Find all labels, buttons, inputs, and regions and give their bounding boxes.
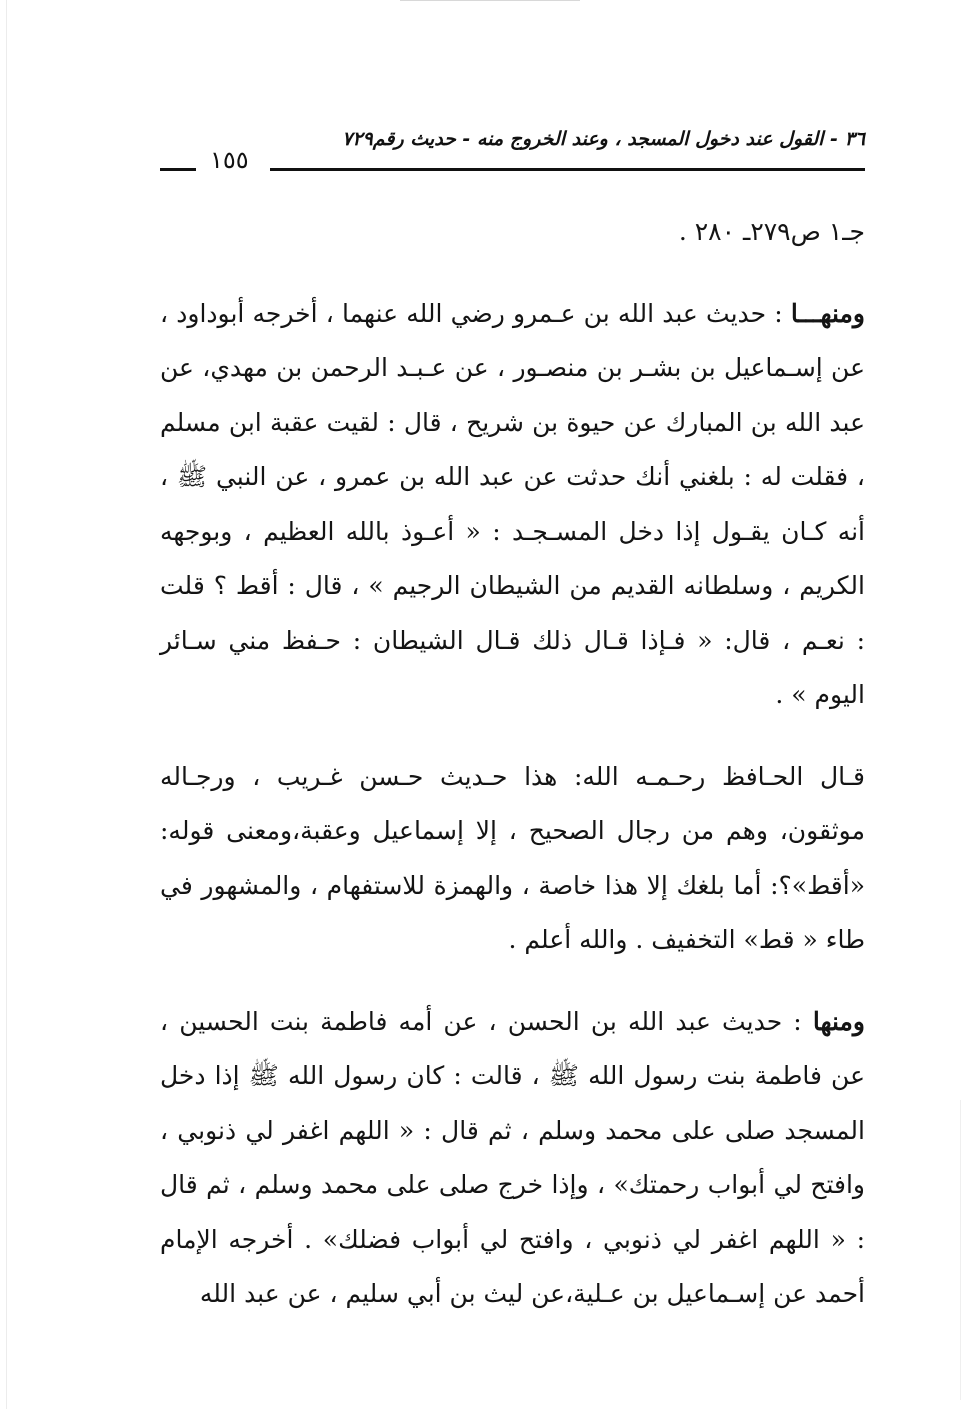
paragraph-hafiz-commentary (160, 750, 865, 968)
left-edge-line (6, 0, 7, 1409)
body-text (160, 205, 865, 1349)
paragraph-hadith-abdullah-bin-amr (160, 287, 865, 723)
right-edge-line (960, 1100, 961, 1400)
paragraph-text: : حديث عبد الله بن الحسن ، عن أمه فاطمة بنت الحسين ، عن فاطمة بنت رسول الله ﷺ ، قالت : كان رسول الله ﷺ إذا دخل المسجد صلى على محمد وسلم ، ثم قال : « اللهم اغفر لي ذنوبي ، وافتح لي أبواب رحمتك» ، وإذا خرج صلى على محمد وسلم ، ثم قال : « اللهم اغفر لي ذنوبي ، وافتح لي أبواب فضلك» . أخرجه الإمام أحمد عن إسـماعيل بن عـلية،عن ليث بن أبي سليم ، عن عبد الله (160, 1006, 865, 1308)
paragraph-reference (160, 205, 865, 260)
page-number-dash (160, 168, 196, 171)
header-rule (270, 168, 865, 171)
paragraph-text: جـ١ ص٢٧٩ـ ٢٨٠ . (678, 217, 865, 246)
paragraph-text: قـال الحـافظ رحـمـه الله: هذا حـديث حـسن غـريب ، ورجـاله موثقون، وهم من رجال الصحيح ، إلا إسماعيل وعقبة،ومعنى قوله: «أقط»؟: أما بلغك إلا هذا خاصة ، والهمزة للاستفهام ، والمشهور في طاء « قط» التخفيف . والله أعلم . (160, 761, 865, 954)
paragraph-hadith-fatima (160, 995, 865, 1322)
paragraph-lead: ومنهـــا (790, 298, 865, 328)
paragraph-lead: ومنها (812, 1006, 865, 1036)
chapter-title: ٣٦ - القول عند دخول المسجد ، وعند الخروج منه - حديث رقم٧٢٩ (342, 128, 865, 150)
page-number: ١٥٥ (210, 146, 249, 174)
top-edge-line (400, 0, 580, 1)
paragraph-text: : حديث عبد الله بن عـمرو رضي الله عنهما ، أخرجه أبوداود ، عن إسـماعيل بن بشـر بن منصـور ، عن عـبـد الرحمن بن مهدي، عن عبد الله بن المبارك عن حيوة بن شريح ، قال : لقيت عقبة ابن مسلم ، فقلت له : بلغني أنك حدثت عن عبد الله بن عمرو ، عن النبي ﷺ ، أنه كـان يقـول إذا دخل المسـجـد : « أعـوذ بالله العظيم ، وبوجهه الكريم ، وسلطانه القديم من الشيطان الرجيم » ، قال : أقط ؟ قلت : نعـم ، قال: « فـإذا قـال ذلك قـال الشيطان : حـفظ مني سـائر اليوم » . (160, 298, 865, 709)
running-header (160, 128, 865, 178)
